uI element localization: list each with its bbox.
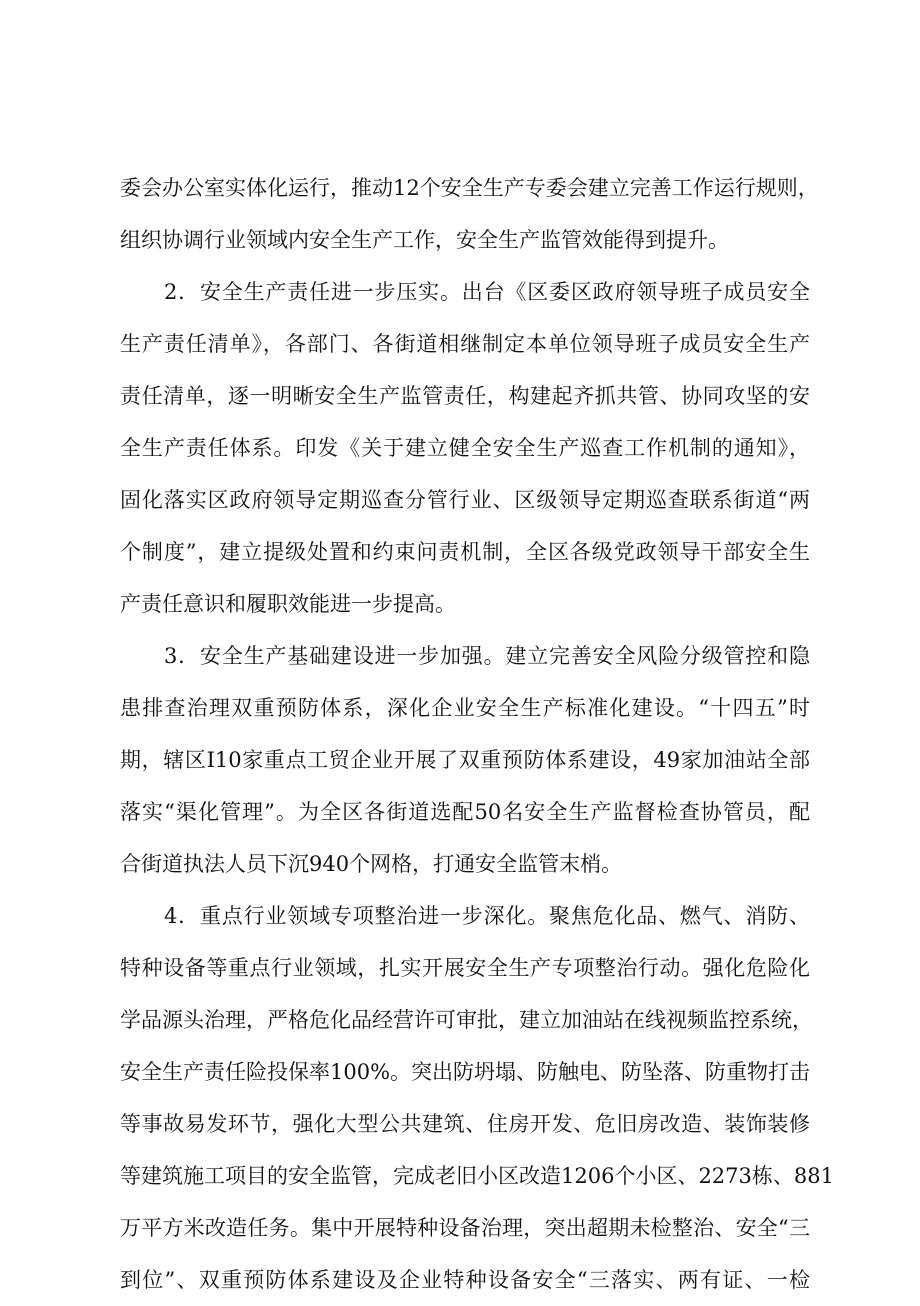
text-line: 等建筑施工项目的安全监管，完成老旧小区改造1206个小区、2273栋、881 xyxy=(120,1164,834,1188)
text-line: 委会办公室实体化运行，推动12个安全生产专委会建立完善工作运行规则， xyxy=(120,176,819,200)
text-line: 落实“渠化管理”。为全区各街道选配50名安全生产监督检查协管员，配 xyxy=(120,800,810,824)
text-line: 2．安全生产责任进一步压实。出台《区委区政府领导班子成员安全 xyxy=(164,280,810,304)
text-line: 等事故易发环节，强化大型公共建筑、住房开发、危旧房改造、装饰装修 xyxy=(120,1112,810,1136)
text-line: 安全生产责任险投保率100%。突出防坍塌、防触电、防坠落、防重物打击 xyxy=(120,1060,811,1084)
text-line: 生产责任清单》，各部门、各街道相继制定本单位领导班子成员安全生产 xyxy=(120,332,810,356)
text-line: 4．重点行业领域专项整治进一步深化。聚焦危化品、燃气、消防、 xyxy=(164,904,810,928)
text-line: 全生产责任体系。印发《关于建立健全安全生产巡查工作机制的通知》， xyxy=(120,436,810,460)
text-line: 患排查治理双重预防体系，深化企业安全生产标准化建设。“十四五”时 xyxy=(120,696,810,720)
document-body xyxy=(120,162,834,1306)
text-line: 期，辖区I10家重点工贸企业开展了双重预防体系建设，49家加油站全部 xyxy=(120,748,810,772)
text-line: 组织协调行业领域内安全生产工作，安全生产监管效能得到提升。 xyxy=(120,228,729,252)
text-line: 个制度”，建立提级处置和约束问责机制，全区各级党政领导干部安全生 xyxy=(120,540,810,564)
text-line: 3．安全生产基础建设进一步加强。建立完善安全风险分级管控和隐 xyxy=(164,644,810,668)
text-line: 合街道执法人员下沉940个网格，打通安全监管末梢。 xyxy=(120,852,623,876)
text-line: 学品源头治理，严格危化品经营许可审批，建立加油站在线视频监控系统， xyxy=(120,1008,813,1032)
text-line: 特种设备等重点行业领域，扎实开展安全生产专项整治行动。强化危险化 xyxy=(120,956,810,980)
text-line: 万平方米改造任务。集中开展特种设备治理，突出超期未检整治、安全“三 xyxy=(120,1216,810,1240)
text-line: 责任清单，逐一明晰安全生产监管责任，构建起齐抓共管、协同攻坚的安 xyxy=(120,384,810,408)
text-line: 固化落实区政府领导定期巡查分管行业、区级领导定期巡查联系街道“两 xyxy=(120,488,810,512)
text-line: 到位”、双重预防体系建设及企业特种设备安全“三落实、两有证、一检 xyxy=(120,1268,810,1292)
text-line: 产责任意识和履职效能进一步提高。 xyxy=(120,592,456,616)
